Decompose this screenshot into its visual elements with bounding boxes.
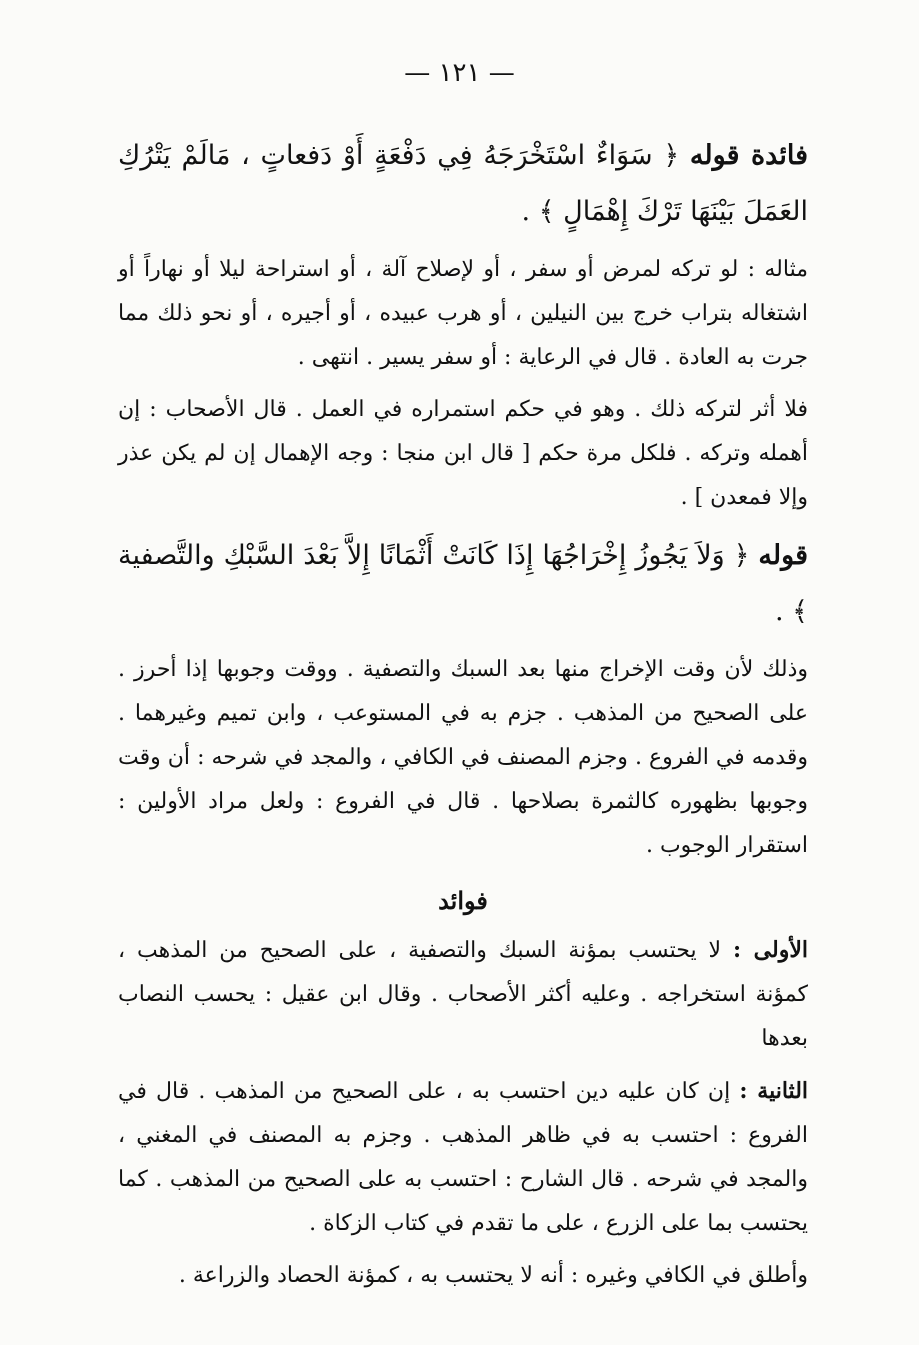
paragraph-text: مثاله : لو تركه لمرض أو سفر ، أو لإصلاح آلة ، أو استراحة ليلا أو نهاراً أو اشتغاله بتراب خرج بين النيلين ، أو هرب عبيده ، أو أجيره ، أو نحو ذلك مما جرت به العادة . قال في الرعاية : أو سفر يسير . انتهى . — [118, 257, 808, 370]
page-content — [118, 128, 808, 1298]
paragraph-lead: قوله — [758, 540, 808, 571]
benefit-lead: الثانية : — [739, 1078, 809, 1104]
paragraph-text: وذلك لأن وقت الإخراج منها بعد السبك والتصفية . ووقت وجوبها إذا أحرز . على الصحيح من المذهب . جزم به في المستوعب ، وابن تميم وغيرهما . وقدمه في الفروع . وجزم المصنف في الكافي ، والمجد في شرحه : أن وقت وجوبها بظهوره كالثمرة بصلاحها . قال في الفروع : ولعل مراد الأولين : استقرار الوجوب . — [118, 657, 808, 858]
benefit-text: وأطلق في الكافي وغيره : أنه لا يحتسب به ، كمؤنة الحصاد والزراعة . — [178, 1263, 808, 1288]
benefit-text: إن كان عليه دين احتسب به ، على الصحيح من المذهب . قال في الفروع : احتسب به في ظاهر المذهب . وجزم به المصنف في المغني ، والمجد في شرحه . قال الشارح : احتسب به على الصحيح من المذهب . كما يحتسب بما على الزرع ، على ما تقدم في كتاب الزكاة . — [118, 1079, 808, 1236]
paragraph-text: ﴿ وَلاَ يَجُوزُ إِخْرَاجُهَا إِذَا كَانَتْ أَثْمَانًا إِلاَّ بَعْدَ السَّبْكِ والتَّصفية ﴾ . — [118, 540, 808, 627]
benefit-second — [118, 1069, 808, 1246]
paragraph-quote-2 — [118, 528, 808, 640]
paragraph-text: ﴿ سَوَاءٌ اسْتَخْرَجَهُ فِي دَفْعَةٍ أَوْ دَفعاتٍ ، مَالَمْ يَتْرُكِ العَمَلَ بَيْنَهَا تَرْكَ إِهْمَالٍ ﴾ . — [118, 140, 808, 227]
section-heading: فوائد — [438, 886, 488, 915]
paragraph-quote-1 — [118, 128, 808, 240]
benefit-first — [118, 928, 808, 1061]
paragraph-ruling — [118, 388, 808, 520]
paragraph-text: فلا أثر لتركه ذلك . وهو في حكم استمراره في العمل . قال الأصحاب : إن أهمله وتركه . فلكل مرة حكم [ قال ابن منجا : وجه الإهمال إن لم يكن عذر وإلا فمعدن ] . — [118, 397, 808, 510]
benefit-lead: الأولى : — [732, 937, 808, 963]
paragraph-example — [118, 248, 808, 380]
paragraph-lead: فائدة قوله — [689, 140, 808, 171]
paragraph-explanation — [118, 648, 808, 868]
benefit-text: لا يحتسب بمؤنة السبك والتصفية ، على الصحيح من المذهب ، كمؤنة استخراجه . وعليه أكثر الأصحاب . وقال ابن عقيل : يحسب النصاب بعدها — [118, 938, 808, 1051]
page-number: — ١٢١ — — [404, 58, 515, 88]
benefit-continuation — [118, 1254, 808, 1298]
